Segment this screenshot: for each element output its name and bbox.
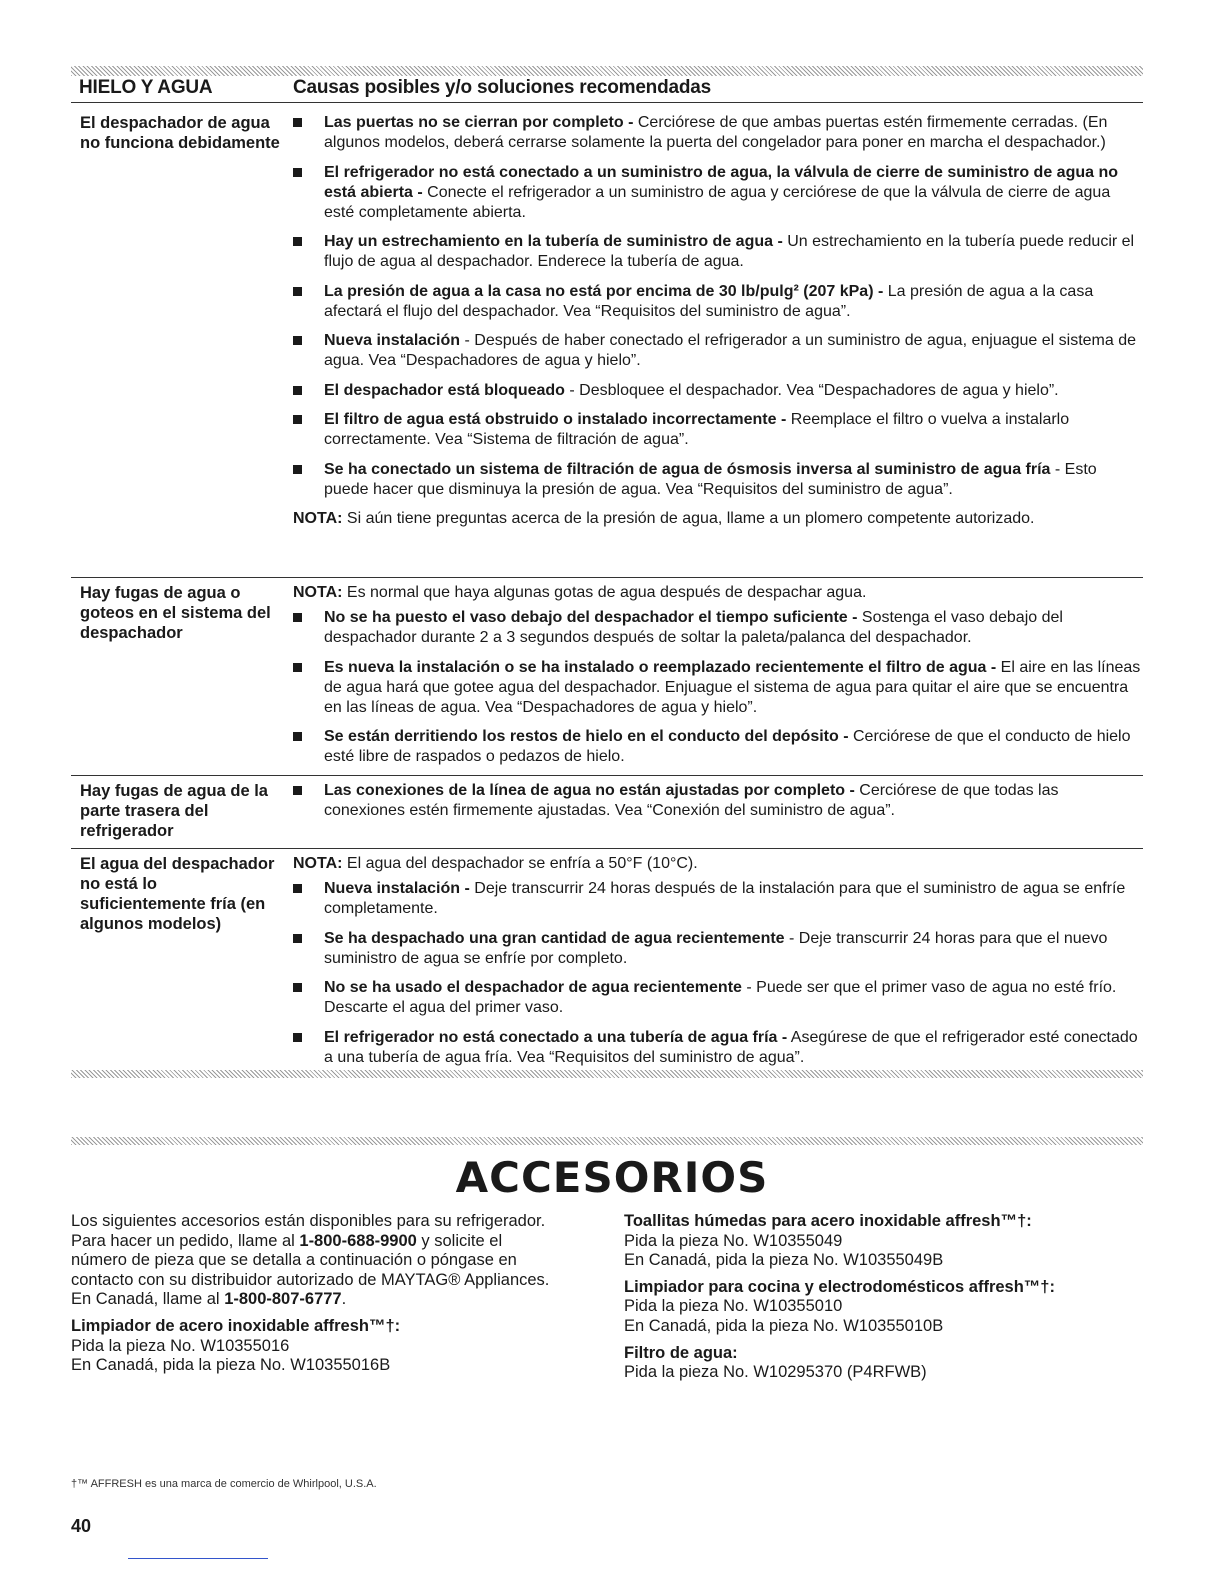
bullet-icon: [293, 287, 302, 296]
section-divider: [71, 1137, 1143, 1145]
causes-list: [293, 854, 1143, 1077]
list-item: El refrigerador no está conectado a una tubería de agua fría - Asegúrese de que el refrigerador esté conectado a una tubería de agua fría. Vea “Requisitos del suministro de agua”.: [293, 1028, 1143, 1068]
page-number: 40: [71, 1516, 92, 1536]
row-divider: [71, 775, 1143, 776]
header-causes: Causas posibles y/o soluciones recomendadas: [293, 77, 712, 98]
list-item: Las puertas no se cierran por completo - Cerciórese de que ambas puertas estén firmemente cerradas. (En algunos modelos, deberá cerrarse solamente la puerta del congelador para poner en marcha el despachador.): [293, 113, 1143, 153]
bottom-link-underline: [128, 1558, 268, 1559]
causes-list: [293, 781, 1143, 831]
canada-phone-number: 1-800-807-6777: [224, 1290, 342, 1309]
note: NOTA: Es normal que haya algunas gotas de agua después de despachar agua.: [293, 584, 867, 601]
row-divider: [71, 577, 1143, 578]
list-item: El refrigerador no está conectado a un suministro de agua, la válvula de cierre de suministro de agua no está abierta - Conecte el refrigerador a un suministro de agua y cerciórese de que la válvula de cierre de agua esté completamente abierta.: [293, 163, 1143, 223]
list-item: Las conexiones de la línea de agua no están ajustadas por completo - Cerciórese de que todas las conexiones estén firmemente ajustadas. Vea “Conexión del suministro de agua”.: [293, 781, 1143, 821]
bullet-icon: [293, 465, 302, 474]
accessory-title: Toallitas húmedas para acero inoxidable affresh™†:: [624, 1212, 1032, 1230]
row-divider: [71, 848, 1143, 849]
list-item: Nueva instalación - Deje transcurrir 24 horas después de la instalación para que el suministro de agua se enfríe completamente.: [293, 879, 1143, 919]
accessory-title: Limpiador para cocina y electrodomésticos affresh™†:: [624, 1277, 1055, 1296]
list-item: Nueva instalación - Después de haber conectado el refrigerador a un suministro de agua, enjuague el sistema de agua. Vea “Despachadores de agua y hielo”.: [293, 331, 1143, 371]
accessories-right-column: [624, 1212, 1144, 1390]
bullet-icon: [293, 663, 302, 672]
note: NOTA: El agua del despachador se enfría a 50°F (10°C).: [293, 855, 698, 872]
bullet-icon: [293, 237, 302, 246]
accessory-item: Toallitas húmedas para acero inoxidable affresh™†: Pida la pieza No. W10355049 En Canadá, pida la pieza No. W10355049B: [624, 1212, 1144, 1271]
bullet-icon: [293, 1033, 302, 1042]
bullet-icon: [293, 884, 302, 893]
order-phone-number: 1-800-688-9900: [299, 1231, 417, 1250]
bullet-icon: [293, 118, 302, 127]
bullet-icon: [293, 983, 302, 992]
problem-label: Hay fugas de agua o goteos en el sistema del despachador: [80, 584, 271, 642]
accessory-item: Filtro de agua: Pida la pieza No. W10295370 (P4RFWB): [624, 1344, 1144, 1383]
list-item: Es nueva la instalación o se ha instalado o reemplazado recientemente el filtro de agua - El aire en las líneas de agua hará que gotee agua del despachador. Enjuague el sistema de agua para quitar el aire que se encuentra en las líneas de agua. Vea “Despachadores de agua y hielo”.: [293, 658, 1143, 718]
note: NOTA: Si aún tiene preguntas acerca de la presión de agua, llame a un plomero competente autorizado.: [293, 510, 1035, 527]
table-top-border: [71, 66, 1143, 76]
problem-label: El agua del despachador no está lo suficientemente fría (en algunos modelos): [80, 855, 275, 933]
bullet-icon: [293, 386, 302, 395]
accessories-intro: Los siguientes accesorios están disponibles para su refrigerador. Para hacer un pedido, llame al 1-800-688-9900 y solicite el número de pieza que se detalla a continuación o póngase en contacto con su distribuidor autorizado de MAYTAG® Appliances. En Canadá, llame al 1-800-807-6777.: [71, 1212, 550, 1309]
bullet-icon: [293, 415, 302, 424]
list-item: No se ha puesto el vaso debajo del despachador el tiempo suficiente - Sostenga el vaso debajo del despachador durante 2 a 3 segundos después de soltar la paleta/palanca del despachador.: [293, 608, 1143, 648]
accessories-left-column: [71, 1212, 601, 1383]
list-item: No se ha usado el despachador de agua recientemente - Puede ser que el primer vaso de agua no esté frío. Descarte el agua del primer vaso.: [293, 978, 1143, 1018]
list-item: Se ha despachado una gran cantidad de agua recientemente - Deje transcurrir 24 horas para que el nuevo suministro de agua se enfríe por completo.: [293, 929, 1143, 969]
causes-list: [293, 113, 1143, 539]
bullet-icon: [293, 786, 302, 795]
bullet-icon: [293, 613, 302, 622]
problem-label: Hay fugas de agua de la parte trasera del refrigerador: [80, 782, 268, 840]
header-divider: [71, 102, 1143, 103]
list-item: El filtro de agua está obstruido o instalado incorrectamente - Reemplace el filtro o vuelva a instalarlo correctamente. Vea “Sistema de filtración de agua”.: [293, 410, 1143, 450]
section-title: ACCESORIOS: [455, 1153, 769, 1202]
accessory-title: Limpiador de acero inoxidable affresh™†:: [71, 1316, 401, 1335]
accessory-title: Filtro de agua:: [624, 1343, 738, 1362]
bullet-icon: [293, 732, 302, 741]
list-item: Se están derritiendo los restos de hielo en el conducto del depósito - Cerciórese de que el conducto de hielo esté libre de raspados o pedazos de hielo.: [293, 727, 1143, 767]
accessory-item: Limpiador para cocina y electrodomésticos affresh™†: Pida la pieza No. W10355010 En Canadá, pida la pieza No. W10355010B: [624, 1278, 1144, 1337]
list-item: Se ha conectado un sistema de filtración de agua de ósmosis inversa al suministro de agua fría - Esto puede hacer que disminuya la presión de agua. Vea “Requisitos del suministro de agua”.: [293, 460, 1143, 500]
list-item: El despachador está bloqueado - Desbloquee el despachador. Vea “Despachadores de agua y hielo”.: [293, 381, 1143, 401]
table-header: [71, 76, 1143, 102]
list-item: La presión de agua a la casa no está por encima de 30 lb/pulg² (207 kPa) - La presión de agua a la casa afectará el flujo del despachador. Vea “Requisitos del suministro de agua”.: [293, 282, 1143, 322]
problem-label: El despachador de agua no funciona debidamente: [80, 114, 280, 152]
accessory-item: Limpiador de acero inoxidable affresh™†: Pida la pieza No. W10355016 En Canadá, pida la pieza No. W10355016B: [71, 1317, 601, 1376]
bullet-icon: [293, 168, 302, 177]
table-bottom-border: [71, 1070, 1143, 1078]
header-category: HIELO Y AGUA: [79, 77, 213, 98]
bullet-icon: [293, 934, 302, 943]
list-item: Hay un estrechamiento en la tubería de suministro de agua - Un estrechamiento en la tubería puede reducir el flujo de agua al despachador. Enderece la tubería de agua.: [293, 232, 1143, 272]
trademark-footnote: †™ AFFRESH es una marca de comercio de Whirlpool, U.S.A.: [71, 1478, 377, 1490]
causes-list: [293, 583, 1143, 777]
bullet-icon: [293, 336, 302, 345]
